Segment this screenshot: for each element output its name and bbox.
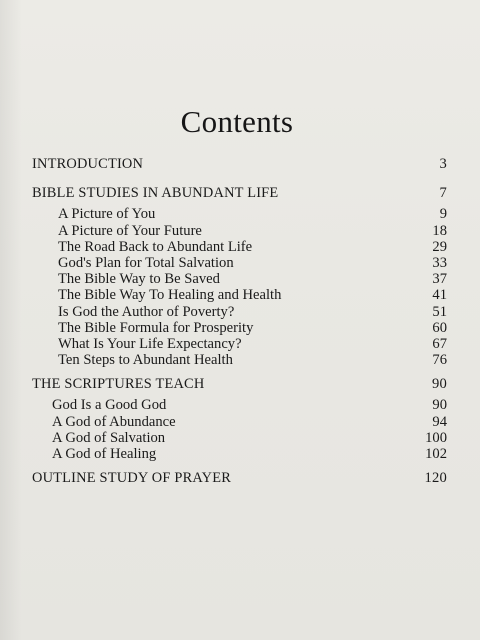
toc-entry-page: 33 (432, 254, 447, 271)
toc-entry-page: 76 (432, 352, 447, 369)
toc-entry (32, 352, 447, 368)
toc-entry (32, 206, 447, 222)
toc-entry-label: The Road Back to Abundant Life (58, 238, 253, 255)
toc-entry-page: 100 (425, 429, 447, 446)
toc-entry-page: 120 (424, 470, 447, 487)
toc-entry (32, 397, 447, 413)
toc-entry-page: 102 (425, 446, 447, 462)
toc-entry (32, 223, 447, 239)
toc-entry (32, 430, 447, 446)
toc-entry-page: 37 (432, 271, 447, 288)
toc-entry (32, 414, 447, 430)
toc-entry-outline (32, 470, 447, 486)
toc-entry (32, 336, 447, 352)
toc-entry-label: A God of Healing (52, 446, 157, 462)
toc-entry (32, 304, 447, 320)
toc-entry-label: What Is Your Life Expectancy? (58, 335, 242, 352)
toc-entry-label: Is God the Author of Poverty? (58, 303, 235, 320)
toc-section-label: BIBLE STUDIES IN ABUNDANT LIFE (32, 185, 279, 202)
toc-entry-label: A Picture of You (58, 206, 156, 223)
toc-entry-label: A God of Salvation (52, 429, 166, 446)
toc-section-scriptures (32, 376, 447, 392)
toc-section-page: 90 (432, 376, 447, 393)
toc-entry-label: The Bible Formula for Prosperity (58, 319, 254, 336)
toc-entry-label: God Is a Good God (52, 397, 167, 414)
toc-entry-page: 51 (432, 303, 447, 320)
toc-entry-label: INTRODUCTION (32, 156, 144, 172)
page-title: Contents (180, 104, 294, 139)
toc-entry (32, 271, 447, 287)
toc-entry (32, 255, 447, 271)
toc-entry-label: A God of Abundance (52, 413, 176, 430)
toc-entry-label: A Picture of Your Future (58, 222, 202, 239)
toc-section-label: THE SCRIPTURES TEACH (32, 376, 205, 393)
page-shadow (0, 0, 22, 640)
toc-entry (32, 239, 447, 255)
toc-entry-label: Ten Steps to Abundant Health (58, 352, 233, 369)
toc-section-bible-studies (32, 185, 447, 201)
toc-entry-page: 60 (432, 319, 447, 336)
toc-entry-page: 94 (432, 413, 447, 430)
toc-entry-label: OUTLINE STUDY OF PRAYER (32, 470, 232, 487)
toc-entry-introduction (32, 156, 447, 172)
toc-entry-page: 18 (432, 222, 447, 239)
toc-entry-page: 90 (432, 397, 447, 414)
toc-entry (32, 287, 447, 303)
toc-entry-label: God's Plan for Total Salvation (58, 254, 234, 271)
table-of-contents (32, 156, 447, 486)
toc-entry-page: 29 (432, 238, 447, 255)
toc-entry-page: 41 (432, 287, 447, 304)
toc-entry (32, 446, 447, 462)
toc-entry (32, 320, 447, 336)
toc-entry-label: The Bible Way To Healing and Health (58, 287, 282, 304)
toc-entry-label: The Bible Way to Be Saved (58, 271, 220, 288)
toc-entry-page: 67 (432, 335, 447, 352)
toc-entry-page: 3 (439, 156, 447, 172)
toc-entry-page: 9 (439, 206, 447, 223)
toc-section-page: 7 (439, 185, 447, 202)
